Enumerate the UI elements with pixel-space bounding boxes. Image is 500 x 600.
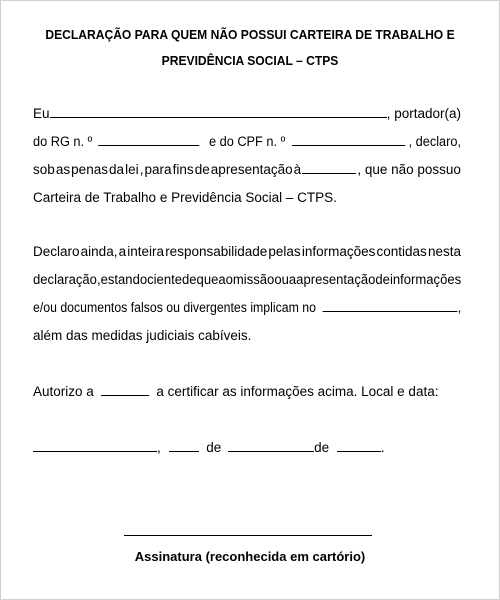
document-title-line-2: PREVIDÊNCIA SOCIAL – CTPS <box>161 53 339 68</box>
declaration-line-carteira: Carteira de Trabalho e Previdência Social – CTPS. <box>33 190 337 205</box>
responsibility-line-3 <box>33 300 462 316</box>
month-blank[interactable] <box>228 440 314 452</box>
day-blank[interactable] <box>169 440 199 452</box>
responsibility-line-2 <box>33 272 462 288</box>
word: nesta <box>427 244 461 259</box>
name-blank[interactable] <box>50 106 387 118</box>
word: a <box>218 272 226 287</box>
document-title-line-1: DECLARAÇÃO PARA QUEM NÃO POSSUI CARTEIRA DE TRABALHO E <box>45 27 455 42</box>
responsibility-line-1 <box>33 244 461 260</box>
date-comma: , <box>157 440 161 455</box>
eu-text: Eu <box>33 106 50 121</box>
place-date-line <box>33 440 461 456</box>
word: declaração, <box>33 272 101 287</box>
de-text-1: de <box>206 440 222 455</box>
penas-word: penas <box>71 162 108 177</box>
word: Declaro <box>33 244 80 259</box>
consequence-blank[interactable] <box>323 300 458 312</box>
word: informações <box>301 244 376 259</box>
word: de <box>375 272 390 287</box>
word: de <box>182 272 197 287</box>
word: apresentação <box>296 272 376 287</box>
responsibility-line-4: além das medidas judiciais cabíveis. <box>33 328 252 343</box>
signature-line[interactable] <box>124 535 372 536</box>
word: ciente <box>147 272 183 287</box>
cpf-blank[interactable] <box>292 134 405 146</box>
word: estando <box>100 272 148 287</box>
word: ou <box>274 272 289 287</box>
word: inteira <box>127 244 165 259</box>
as-word: as <box>55 162 71 177</box>
word: omissão <box>225 272 275 287</box>
word: pelas <box>268 244 301 259</box>
signature-label: Assinatura (reconhecida em cartório) <box>134 549 366 564</box>
rg-text: do RG n. º <box>33 134 93 149</box>
lei-word: lei <box>125 162 139 177</box>
portador-text: , portador(a) <box>386 106 461 121</box>
entity-blank[interactable] <box>302 162 356 174</box>
declaration-line-penalty <box>33 162 461 178</box>
cpf-text: e do CPF n. º <box>208 134 286 149</box>
autorizo-text: Autorizo a <box>33 384 94 399</box>
sob-word: sob <box>33 162 55 177</box>
implicam-text: e/ou documentos falsos ou divergentes implicam no <box>33 300 316 315</box>
word: a <box>288 272 297 287</box>
word: contidas <box>376 244 427 259</box>
a-word: à <box>293 162 302 177</box>
apresentacao-word: apresentação <box>210 162 293 177</box>
year-blank[interactable] <box>337 440 381 452</box>
date-end: . <box>380 440 385 455</box>
certificar-text: a certificar as informações acima. Local e data: <box>156 384 439 399</box>
declaro-text: , declaro, <box>408 134 462 149</box>
de-word: de <box>194 162 210 177</box>
place-blank[interactable] <box>33 440 157 452</box>
authorization-line <box>33 384 461 400</box>
rg-blank[interactable] <box>99 134 200 146</box>
de-text-2: de <box>314 440 330 455</box>
que-text: , que não possuo <box>357 162 461 177</box>
fins-word: fins <box>172 162 194 177</box>
para-word: para <box>144 162 172 177</box>
authorized-entity-blank[interactable] <box>101 384 149 396</box>
word: responsabilidade <box>165 244 268 259</box>
word: informações <box>389 272 462 287</box>
word: que <box>196 272 219 287</box>
declaration-line-documents <box>33 134 462 150</box>
word: ainda, <box>80 244 118 259</box>
comma-text: , <box>457 300 462 315</box>
comma-word: , <box>139 162 144 177</box>
declaration-line-name <box>33 106 461 122</box>
word: a <box>118 244 127 259</box>
da-word: da <box>109 162 125 177</box>
